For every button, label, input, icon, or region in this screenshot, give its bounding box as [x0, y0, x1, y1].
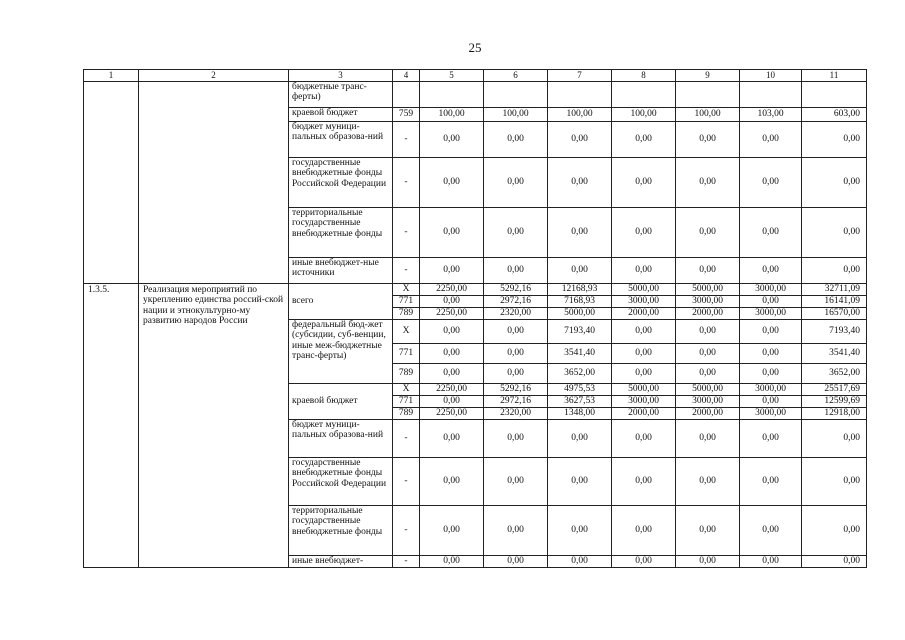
item-code-cell-empty	[84, 81, 139, 283]
value-cell-col-10: 3000,00	[740, 307, 802, 319]
value-cell-col-6: 0,00	[484, 457, 548, 505]
value-cell-col-9: 0,00	[676, 257, 740, 283]
kbk-cell: -	[393, 505, 420, 555]
value-cell-col-7: 1348,00	[548, 407, 612, 419]
value-cell-col-5: 0,00	[420, 257, 484, 283]
value-cell-col-10: 0,00	[740, 395, 802, 407]
value-cell-col-7: 3652,00	[548, 363, 612, 383]
kbk-cell: -	[393, 257, 420, 283]
value-cell-col-10: 3000,00	[740, 283, 802, 295]
value-cell-col-7: 12168,93	[548, 283, 612, 295]
value-cell-col-7: 5000,00	[548, 307, 612, 319]
value-cell-col-10: 0,00	[740, 505, 802, 555]
kbk-cell: 771	[393, 295, 420, 307]
value-cell-col-9: 0,00	[676, 319, 740, 343]
value-cell-col-8: 0,00	[612, 457, 676, 505]
value-cell-col-6: 2320,00	[484, 407, 548, 419]
value-cell-col-7: 0,00	[548, 157, 612, 207]
value-cell-col-8: 3000,00	[612, 395, 676, 407]
value-cell-col-10: 3000,00	[740, 383, 802, 395]
value-cell-col-11: 0,00	[802, 257, 867, 283]
kbk-cell	[393, 81, 420, 107]
value-cell-col-10	[740, 81, 802, 107]
kbk-cell: -	[393, 555, 420, 567]
value-cell-col-8: 3000,00	[612, 295, 676, 307]
kbk-cell: 789	[393, 363, 420, 383]
value-cell-col-6: 100,00	[484, 107, 548, 121]
value-cell-col-11: 0,00	[802, 419, 867, 457]
header-cell-8: 8	[612, 70, 676, 82]
header-cell-9: 9	[676, 70, 740, 82]
value-cell-col-10: 0,00	[740, 363, 802, 383]
value-cell-col-9: 0,00	[676, 363, 740, 383]
value-cell-col-6: 0,00	[484, 343, 548, 363]
value-cell-col-9: 100,00	[676, 107, 740, 121]
value-cell-col-11: 32711,09	[802, 283, 867, 295]
kbk-cell: X	[393, 319, 420, 343]
value-cell-col-6: 0,00	[484, 257, 548, 283]
source-cell: краевой бюджет	[289, 107, 393, 121]
value-cell-col-11: 7193,40	[802, 319, 867, 343]
value-cell-col-6	[484, 81, 548, 107]
value-cell-col-6: 2320,00	[484, 307, 548, 319]
value-cell-col-10: 0,00	[740, 207, 802, 257]
header-cell-1: 1	[84, 70, 139, 82]
kbk-cell: -	[393, 457, 420, 505]
kbk-cell: 759	[393, 107, 420, 121]
value-cell-col-5	[420, 81, 484, 107]
kbk-cell: -	[393, 419, 420, 457]
kbk-cell: -	[393, 207, 420, 257]
value-cell-col-9: 5000,00	[676, 283, 740, 295]
value-cell-col-8	[612, 81, 676, 107]
value-cell-col-7: 0,00	[548, 505, 612, 555]
value-cell-col-9: 0,00	[676, 207, 740, 257]
table-header-row	[84, 70, 867, 82]
source-cell: государственные внебюджетные фонды Российской Федерации	[289, 157, 393, 207]
source-cell: бюджетные транс-ферты)	[289, 81, 393, 107]
value-cell-col-6: 0,00	[484, 505, 548, 555]
value-cell-col-10: 3000,00	[740, 407, 802, 419]
source-cell-total: всего	[289, 283, 393, 319]
value-cell-col-7: 3541,40	[548, 343, 612, 363]
value-cell-col-11: 25517,69	[802, 383, 867, 395]
value-cell-col-8: 5000,00	[612, 383, 676, 395]
value-cell-col-5: 0,00	[420, 343, 484, 363]
value-cell-col-5: 0,00	[420, 505, 484, 555]
value-cell-col-8: 0,00	[612, 121, 676, 157]
value-cell-col-7: 7193,40	[548, 319, 612, 343]
value-cell-col-6: 5292,16	[484, 283, 548, 295]
value-cell-col-8: 2000,00	[612, 407, 676, 419]
source-cell: территориальные государственные внебюджетные фонды	[289, 207, 393, 257]
value-cell-col-10: 0,00	[740, 555, 802, 567]
source-cell: территориальные государственные внебюджетные фонды	[289, 505, 393, 555]
value-cell-col-6: 0,00	[484, 207, 548, 257]
value-cell-col-10: 0,00	[740, 121, 802, 157]
header-cell-10: 10	[740, 70, 802, 82]
kbk-cell: 789	[393, 407, 420, 419]
budget-table-body	[84, 70, 867, 568]
value-cell-col-6: 0,00	[484, 319, 548, 343]
header-cell-11: 11	[802, 70, 867, 82]
value-cell-col-5: 2250,00	[420, 307, 484, 319]
value-cell-col-11: 0,00	[802, 505, 867, 555]
header-cell-6: 6	[484, 70, 548, 82]
value-cell-col-11: 0,00	[802, 457, 867, 505]
value-cell-col-8: 0,00	[612, 555, 676, 567]
value-cell-col-7: 0,00	[548, 457, 612, 505]
value-cell-col-5: 0,00	[420, 457, 484, 505]
value-cell-col-10: 103,00	[740, 107, 802, 121]
value-cell-col-10: 0,00	[740, 319, 802, 343]
value-cell-col-8: 0,00	[612, 157, 676, 207]
value-cell-col-7: 100,00	[548, 107, 612, 121]
item-name: Реализация мероприятий по укреплению единства россий-ской нации и этнокультурно-му развитию народов России	[139, 283, 289, 567]
value-cell-col-9: 0,00	[676, 343, 740, 363]
value-cell-col-11: 0,00	[802, 157, 867, 207]
value-cell-col-6: 2972,16	[484, 295, 548, 307]
value-cell-col-6: 2972,16	[484, 395, 548, 407]
kbk-cell: 789	[393, 307, 420, 319]
value-cell-col-11: 3541,40	[802, 343, 867, 363]
value-cell-col-10: 0,00	[740, 457, 802, 505]
value-cell-col-10: 0,00	[740, 419, 802, 457]
value-cell-col-6: 0,00	[484, 121, 548, 157]
header-cell-3: 3	[289, 70, 393, 82]
value-cell-col-9: 3000,00	[676, 395, 740, 407]
source-cell: иные внебюджет-	[289, 555, 393, 567]
value-cell-col-7: 0,00	[548, 121, 612, 157]
value-cell-col-5: 0,00	[420, 395, 484, 407]
kbk-cell: 771	[393, 343, 420, 363]
value-cell-col-11	[802, 81, 867, 107]
value-cell-col-7: 4975,53	[548, 383, 612, 395]
value-cell-col-5: 2250,00	[420, 407, 484, 419]
header-cell-5: 5	[420, 70, 484, 82]
source-cell: государственные внебюджетные фонды Российской Федерации	[289, 457, 393, 505]
source-cell-regional: краевой бюджет	[289, 383, 393, 419]
value-cell-col-8: 2000,00	[612, 307, 676, 319]
value-cell-col-9: 5000,00	[676, 383, 740, 395]
value-cell-col-8: 0,00	[612, 319, 676, 343]
value-cell-col-7: 0,00	[548, 257, 612, 283]
value-cell-col-11: 0,00	[802, 555, 867, 567]
value-cell-col-11: 3652,00	[802, 363, 867, 383]
value-cell-col-9: 0,00	[676, 419, 740, 457]
value-cell-col-11: 12599,69	[802, 395, 867, 407]
value-cell-col-10: 0,00	[740, 343, 802, 363]
value-cell-col-7: 0,00	[548, 555, 612, 567]
value-cell-col-8: 0,00	[612, 419, 676, 457]
kbk-cell: X	[393, 383, 420, 395]
value-cell-col-5: 2250,00	[420, 383, 484, 395]
value-cell-col-8: 0,00	[612, 257, 676, 283]
continuation-row	[84, 81, 867, 107]
value-cell-col-6: 0,00	[484, 419, 548, 457]
value-cell-col-9: 2000,00	[676, 307, 740, 319]
value-cell-col-10: 0,00	[740, 157, 802, 207]
value-cell-col-11: 16570,00	[802, 307, 867, 319]
value-cell-col-5: 0,00	[420, 121, 484, 157]
source-cell-federal: федеральный бюд-жет (субсидии, суб-венции, иные меж-бюджетные транс-ферты)	[289, 319, 393, 383]
value-cell-col-5: 0,00	[420, 157, 484, 207]
value-cell-col-5: 0,00	[420, 419, 484, 457]
value-cell-col-5: 0,00	[420, 555, 484, 567]
value-cell-col-7: 0,00	[548, 419, 612, 457]
value-cell-col-5: 0,00	[420, 207, 484, 257]
value-cell-col-6: 0,00	[484, 555, 548, 567]
kbk-cell: -	[393, 157, 420, 207]
kbk-cell: -	[393, 121, 420, 157]
source-cell: бюджет муници-пальных образова-ний	[289, 121, 393, 157]
header-cell-4: 4	[393, 70, 420, 82]
value-cell-col-7: 0,00	[548, 207, 612, 257]
value-cell-col-5: 0,00	[420, 319, 484, 343]
value-cell-col-10: 0,00	[740, 257, 802, 283]
budget-table	[83, 69, 867, 568]
header-cell-7: 7	[548, 70, 612, 82]
value-cell-col-6: 0,00	[484, 363, 548, 383]
value-cell-col-10: 0,00	[740, 295, 802, 307]
value-cell-col-8: 0,00	[612, 207, 676, 257]
value-cell-col-8: 0,00	[612, 343, 676, 363]
value-cell-col-9: 2000,00	[676, 407, 740, 419]
value-cell-col-5: 2250,00	[420, 283, 484, 295]
value-cell-col-11: 603,00	[802, 107, 867, 121]
value-cell-col-9: 0,00	[676, 505, 740, 555]
value-cell-col-11: 0,00	[802, 121, 867, 157]
value-cell-col-9: 0,00	[676, 121, 740, 157]
value-cell-col-11: 0,00	[802, 207, 867, 257]
value-cell-col-11: 16141,09	[802, 295, 867, 307]
value-cell-col-8: 5000,00	[612, 283, 676, 295]
value-cell-col-8: 100,00	[612, 107, 676, 121]
value-cell-col-7	[548, 81, 612, 107]
value-cell-col-9: 0,00	[676, 457, 740, 505]
value-cell-col-7: 3627,53	[548, 395, 612, 407]
source-cell: иные внебюджет-ные источники	[289, 257, 393, 283]
item-total-row	[84, 283, 867, 295]
source-cell: бюджет муници-пальных образова-ний	[289, 419, 393, 457]
value-cell-col-5: 100,00	[420, 107, 484, 121]
page-number: 25	[468, 40, 482, 55]
value-cell-col-9: 0,00	[676, 157, 740, 207]
value-cell-col-5: 0,00	[420, 363, 484, 383]
value-cell-col-8: 0,00	[612, 505, 676, 555]
value-cell-col-7: 7168,93	[548, 295, 612, 307]
value-cell-col-6: 5292,16	[484, 383, 548, 395]
item-name-cell-empty	[139, 81, 289, 283]
kbk-cell: 771	[393, 395, 420, 407]
value-cell-col-6: 0,00	[484, 157, 548, 207]
value-cell-col-9: 3000,00	[676, 295, 740, 307]
value-cell-col-11: 12918,00	[802, 407, 867, 419]
value-cell-col-8: 0,00	[612, 363, 676, 383]
value-cell-col-5: 0,00	[420, 295, 484, 307]
kbk-cell: X	[393, 283, 420, 295]
value-cell-col-9	[676, 81, 740, 107]
header-cell-2: 2	[139, 70, 289, 82]
value-cell-col-9: 0,00	[676, 555, 740, 567]
item-code: 1.3.5.	[84, 283, 139, 567]
